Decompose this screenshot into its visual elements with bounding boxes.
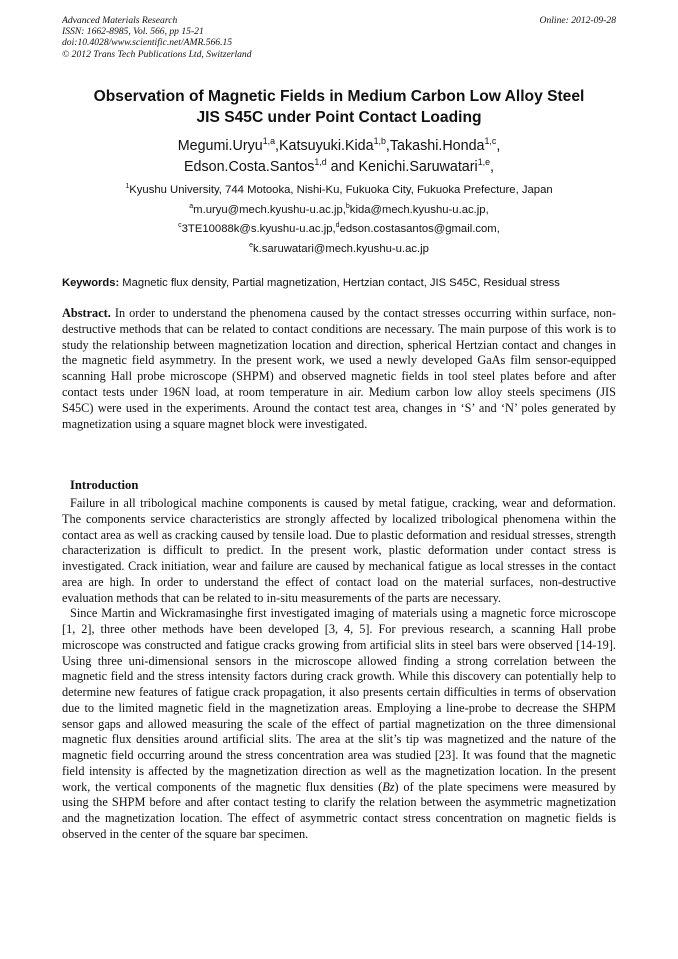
affiliation-emails-1 (40, 201, 638, 221)
author-line-1 (40, 136, 638, 157)
email-link[interactable]: m.uryu@mech.kyushu-u.ac.jp, (193, 203, 346, 216)
paper-title (40, 86, 638, 128)
email-mark: d (335, 222, 340, 230)
introduction-body (62, 496, 616, 843)
abstract (62, 306, 616, 432)
keywords-label: Keywords: (62, 277, 120, 289)
email-mark: c (178, 222, 182, 230)
email-mark: e (249, 241, 253, 249)
email-link[interactable]: kida@mech.kyushu-u.ac.jp, (349, 203, 489, 216)
copyright-line: © 2012 Trans Tech Publications Ltd, Switzerland (62, 48, 252, 60)
author-affil-mark: 1,c (484, 136, 497, 147)
author-name: ,Katsuyuki.Kida (275, 138, 374, 154)
abstract-label: Abstract. (62, 306, 111, 320)
author-name: Megumi.Uryu (177, 138, 263, 154)
intro-p2-variable: Bz (382, 779, 395, 794)
author-affil-mark: 1,e (477, 157, 491, 168)
title-line-1: Observation of Magnetic Fields in Medium Carbon Low Alloy Steel (93, 88, 585, 105)
intro-paragraph-2 (62, 606, 616, 842)
affil-mark: 1 (125, 183, 130, 191)
author-name: ,Takashi.Honda (385, 138, 485, 154)
email-link[interactable]: k.saruwatari@mech.kyushu-u.ac.jp (252, 242, 429, 255)
author-conjunction: and (326, 159, 359, 175)
author-name: Kenichi.Saruwatari (358, 159, 478, 175)
journal-header (62, 15, 616, 60)
title-line-2: JIS S45C under Point Contact Loading (196, 109, 482, 126)
author-list (40, 136, 638, 178)
intro-p2-text-b: ) of the plate specimens were measured by using the SHPM before and after contact testing to clarify the relation between the asymmetric magnetization and the magnetization location. The effect of asymmetric contact stress concentration on magnetic fields is observed in the center of the square bar specimen. (62, 779, 616, 841)
online-date: Online: 2012-09-28 (539, 15, 616, 26)
institution-text: Kyushu University, 744 Motooka, Nishi-Ku, Fukuoka City, Fukuoka Prefecture, Japan (129, 184, 553, 196)
author-affil-mark: 1,d (314, 157, 327, 168)
email-link[interactable]: 3TE10088k@s.kyushu-u.ac.jp, (181, 223, 336, 235)
intro-paragraph-1: Failure in all tribological machine components is caused by metal fatigue, cracking, wear and deformation. The components service characteristics are strongly affected by localized tribological phenomena within the contact area as well as cracking caused by tensile load. Due to plastic deformation and residual stresses, strength characterization is difficult to predict. In the present work, plastic deformation under contact stress is investigated. Crack initiation, wear and failure are caused by mechanical fatigue as local stresses in the contact area are high. In order to understand the effect of contact load on the material surfaces, non-destructive evaluation methods that can be related to in-situ measurements of the parts are necessary. (62, 496, 616, 605)
author-affil-mark: 1,a (262, 136, 276, 147)
affiliation-emails-2 (40, 220, 638, 240)
intro-p2-text-a: Since Martin and Wickramasinghe first investigated imaging of materials using a magnetic force microscope [1, 2], three other methods have been developed [3, 4, 5]. For previous research, a scanning Hall probe microscope was constructed and fatigue cracks growing from artificial slits in steel bars were observed [14-19]. Using three uni-dimensional sensors in the microscope allowed finding a strong correlation between the magnetic field and the stress intensity factors during crack growth. While this discovery can potentially help to determine new features of fatigue crack propagation, it also presents certain difficulties in terms of observation due to the limited magnetic field in the magnetization areas. Employing a line-probe to decrease the SHPM sensor gaps and allowed measuring the scale of the effect of partial magnetization on the three dimensional magnetic flux densities around artificial slits. The area at the slit’s tip was magnetized and the nature of the magnetic field occurring around the stress concentration area was studied [23]. It was found that the magnetic field intensity is affected by the magnetization direction as well as the magnetization location. In the present work, the vertical components of the magnetic flux densities ( (62, 606, 616, 794)
issn-line: ISSN: 1662-8985, Vol. 566, pp 15-21 (62, 26, 204, 38)
email-mark: a (189, 202, 194, 210)
abstract-text: In order to understand the phenomena caused by the contact stresses occurring within surface, non-destructive methods that can be related to contact conditions are necessary. The main purpose of this work is to study the relationship between magnetization location and direction, spherical Hertzian contact and changes in the magnetic field asymmetry. In the present work, we used a newly developed GaAs film sensor-equipped scanning Hall probe microscope (SHPM) and observed magnetic fields in tool steel plates before and after contact tests under 196N load, at room temperature in air. Medium carbon low alloy steels specimens (JIS S45C) were used in the experiments. Around the contact test area, changes in ‘S’ and ‘N’ poles generated by magnetization using a square magnet block were investigated. (62, 306, 616, 431)
journal-name: Advanced Materials Research (62, 15, 178, 26)
email-link[interactable]: edson.costasantos@gmail.com, (339, 223, 500, 235)
author-separator: , (490, 159, 494, 175)
author-line-2 (40, 157, 638, 178)
author-name: Edson.Costa.Santos (184, 159, 315, 175)
keywords (62, 276, 618, 290)
doi-line: doi:10.4028/www.scientific.net/AMR.566.15 (62, 37, 233, 49)
affiliation-institution (40, 181, 638, 201)
affiliations (40, 181, 638, 259)
email-mark: b (345, 202, 350, 210)
affiliation-emails-3 (40, 240, 638, 260)
author-affil-mark: 1,b (373, 136, 386, 147)
keywords-text: Magnetic flux density, Partial magnetization, Hertzian contact, JIS S45C, Residual stress (119, 277, 560, 289)
section-heading-introduction: Introduction (70, 478, 139, 492)
author-separator: , (496, 138, 501, 154)
